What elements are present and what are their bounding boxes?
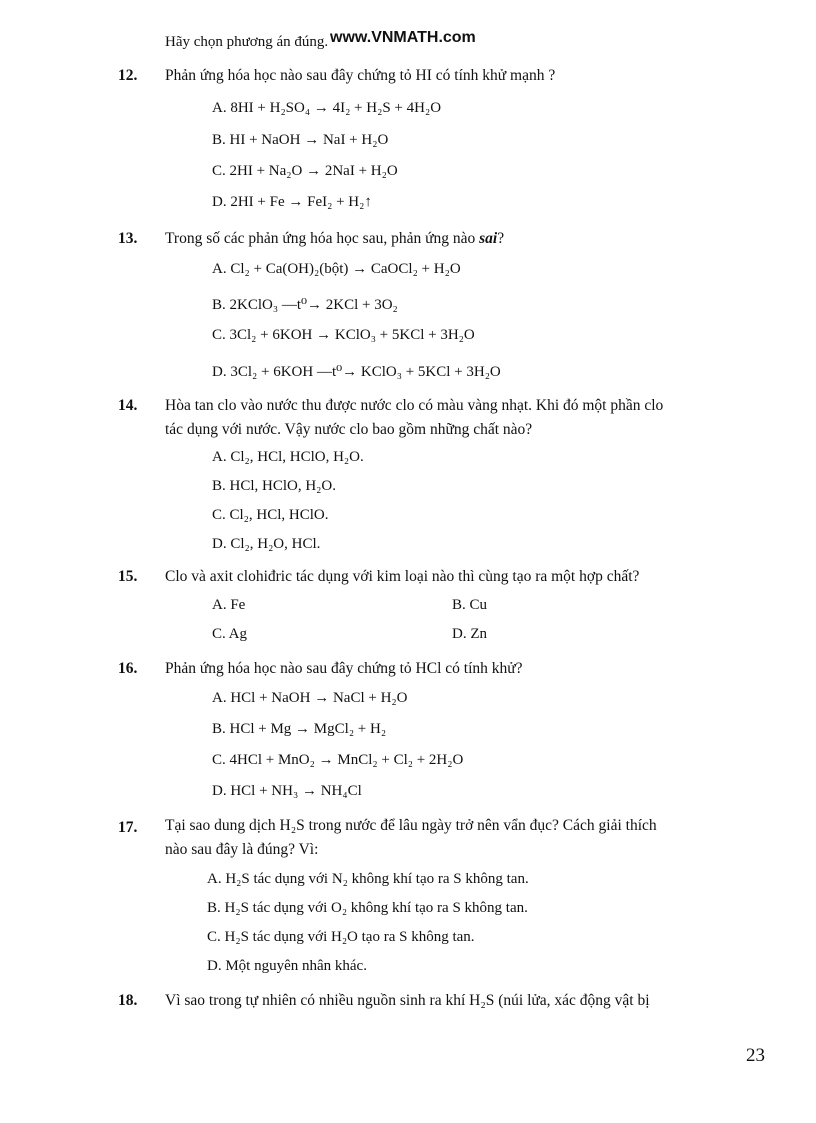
option-b: B. HCl + Mg → MgCl₂ + H₂	[212, 721, 387, 737]
question-number: 14.	[118, 397, 138, 414]
question-number: 15.	[118, 568, 138, 585]
emphasis-word: sai	[479, 230, 498, 247]
instruction-text: Hãy chọn phương án đúng.	[165, 34, 329, 50]
option-b: B. HCl, HClO, H₂O.	[212, 478, 336, 494]
question-number: 12.	[118, 67, 138, 84]
option-b: B. H₂S tác dụng với O₂ không khí tạo ra S không tan.	[207, 900, 528, 916]
page-number: 23	[746, 1045, 765, 1066]
option-c: C. H₂S tác dụng với H₂O tạo ra S không tan.	[207, 929, 475, 945]
question-number: 13.	[118, 230, 138, 247]
option-a: A. HCl + NaOH → NaCl + H₂O	[212, 690, 408, 706]
option-d: D. Cl₂, H₂O, HCl.	[212, 536, 321, 552]
question-number: 18.	[118, 992, 138, 1009]
option-b: B. HI + NaOH → NaI + H₂O	[212, 132, 389, 148]
option-c: C. 2HI + Na₂O → 2NaI + H₂O	[212, 163, 398, 179]
option-b: B. 2KClO₃ —t⁰→ 2KCl + 3O₂	[212, 297, 398, 313]
option-d: D. 3Cl₂ + 6KOH —t⁰→ KClO₃ + 5KCl + 3H₂O	[212, 364, 501, 380]
question-text-part: Trong số các phản ứng hóa học sau, phản ứng nào	[165, 230, 480, 247]
option-a: A. 8HI + H₂SO₄ → 4I₂ + H₂S + 4H₂O	[212, 100, 442, 116]
option-a: A. Fe	[212, 597, 246, 613]
option-d: D. Một nguyên nhân khác.	[207, 958, 367, 974]
question-text-part: ?	[497, 230, 505, 247]
option-c: C. Ag	[212, 626, 248, 642]
option-c: C. Cl₂, HCl, HClO.	[212, 507, 329, 523]
question-text: tác dụng với nước. Vậy nước clo bao gồm những chất nào?	[165, 421, 533, 438]
question-text: Tại sao dung dịch H₂S trong nước để lâu ngày trở nên vẩn đục? Cách giải thích	[165, 817, 657, 834]
option-c: C. 4HCl + MnO₂ → MnCl₂ + Cl₂ + 2H₂O	[212, 752, 464, 768]
option-a: A. H₂S tác dụng với N₂ không khí tạo ra S không tan.	[207, 871, 529, 887]
option-d: D. HCl + NH₃ → NH₄Cl	[212, 783, 362, 799]
watermark: www.VNMATH.com	[330, 29, 476, 46]
option-c: C. 3Cl₂ + 6KOH → KClO₃ + 5KCl + 3H₂O	[212, 327, 475, 343]
question-text: Vì sao trong tự nhiên có nhiều nguồn sinh ra khí H₂S (núi lửa, xác động vật bị	[165, 992, 650, 1009]
option-d: D. 2HI + Fe → FeI₂ + H₂↑	[212, 194, 372, 210]
question-number: 16.	[118, 660, 138, 677]
question-text	[165, 230, 504, 248]
option-a: A. Cl₂, HCl, HClO, H₂O.	[212, 449, 364, 465]
option-d: D. Zn	[452, 626, 487, 642]
question-number: 17.	[118, 819, 138, 836]
question-text: Hòa tan clo vào nước thu được nước clo có màu vàng nhạt. Khi đó một phần clo	[165, 397, 664, 414]
question-text: Clo và axit clohiđric tác dụng với kim loại nào thì cùng tạo ra một hợp chất?	[165, 568, 640, 585]
question-text: nào sau đây là đúng? Vì:	[165, 841, 319, 858]
question-text: Phản ứng hóa học nào sau đây chứng tỏ HCl có tính khử?	[165, 660, 523, 677]
option-b: B. Cu	[452, 597, 488, 613]
option-a: A. Cl₂ + Ca(OH)₂(bột) → CaOCl₂ + H₂O	[212, 261, 461, 277]
question-text: Phản ứng hóa học nào sau đây chứng tỏ HI có tính khử mạnh ?	[165, 67, 556, 84]
